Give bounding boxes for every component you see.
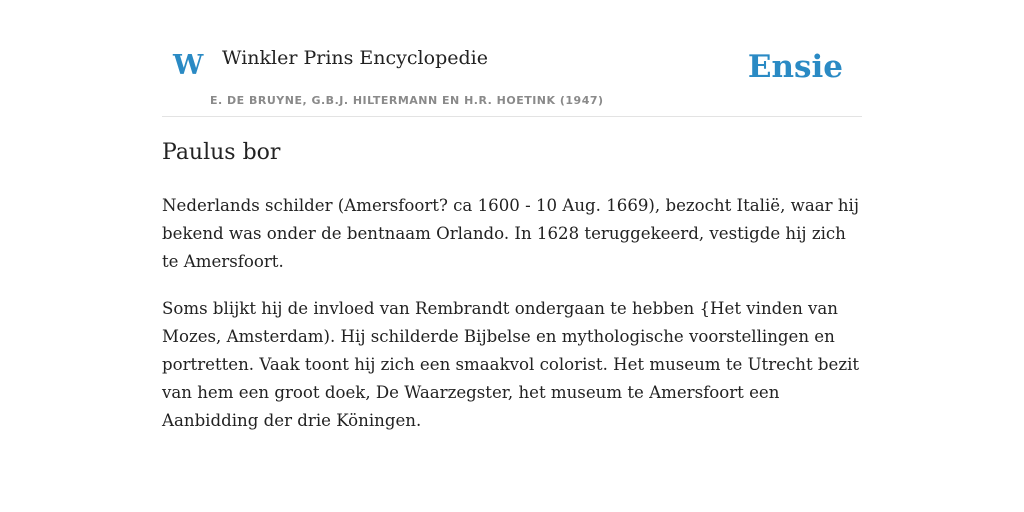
publication-logo[interactable]: W	[173, 50, 204, 81]
publication-authors: E. DE BRUYNE, G.B.J. HILTERMANN EN H.R. HOETINK (1947)	[210, 94, 604, 107]
article-paragraph: Nederlands schilder (Amersfoort? ca 1600 - 10 Aug. 1669), bezocht Italië, waar hij bekend was onder de bentnaam Orlando. In 1628 teruggekeerd, vestigde hij zich te Amersfoort.	[162, 196, 859, 271]
article-title: Paulus bor	[162, 140, 281, 165]
publication-header	[162, 40, 862, 117]
ensie-logo-link[interactable]: Ensie	[747, 49, 843, 85]
article-paragraph: Soms blijkt hij de invloed van Rembrandt ondergaan te hebben {Het vinden van Mozes, Amsterdam). Hij schilderde Bijbelse en mythologische voorstellingen en portretten. Vaak toont hij zich een smaakvol colorist. Het museum te Utrecht bezit van hem een groot doek, De Waarzegster, het museum te Amersfoort een Aanbidding der drie Köningen.	[162, 299, 860, 430]
publication-title[interactable]: Winkler Prins Encyclopedie	[222, 47, 488, 69]
